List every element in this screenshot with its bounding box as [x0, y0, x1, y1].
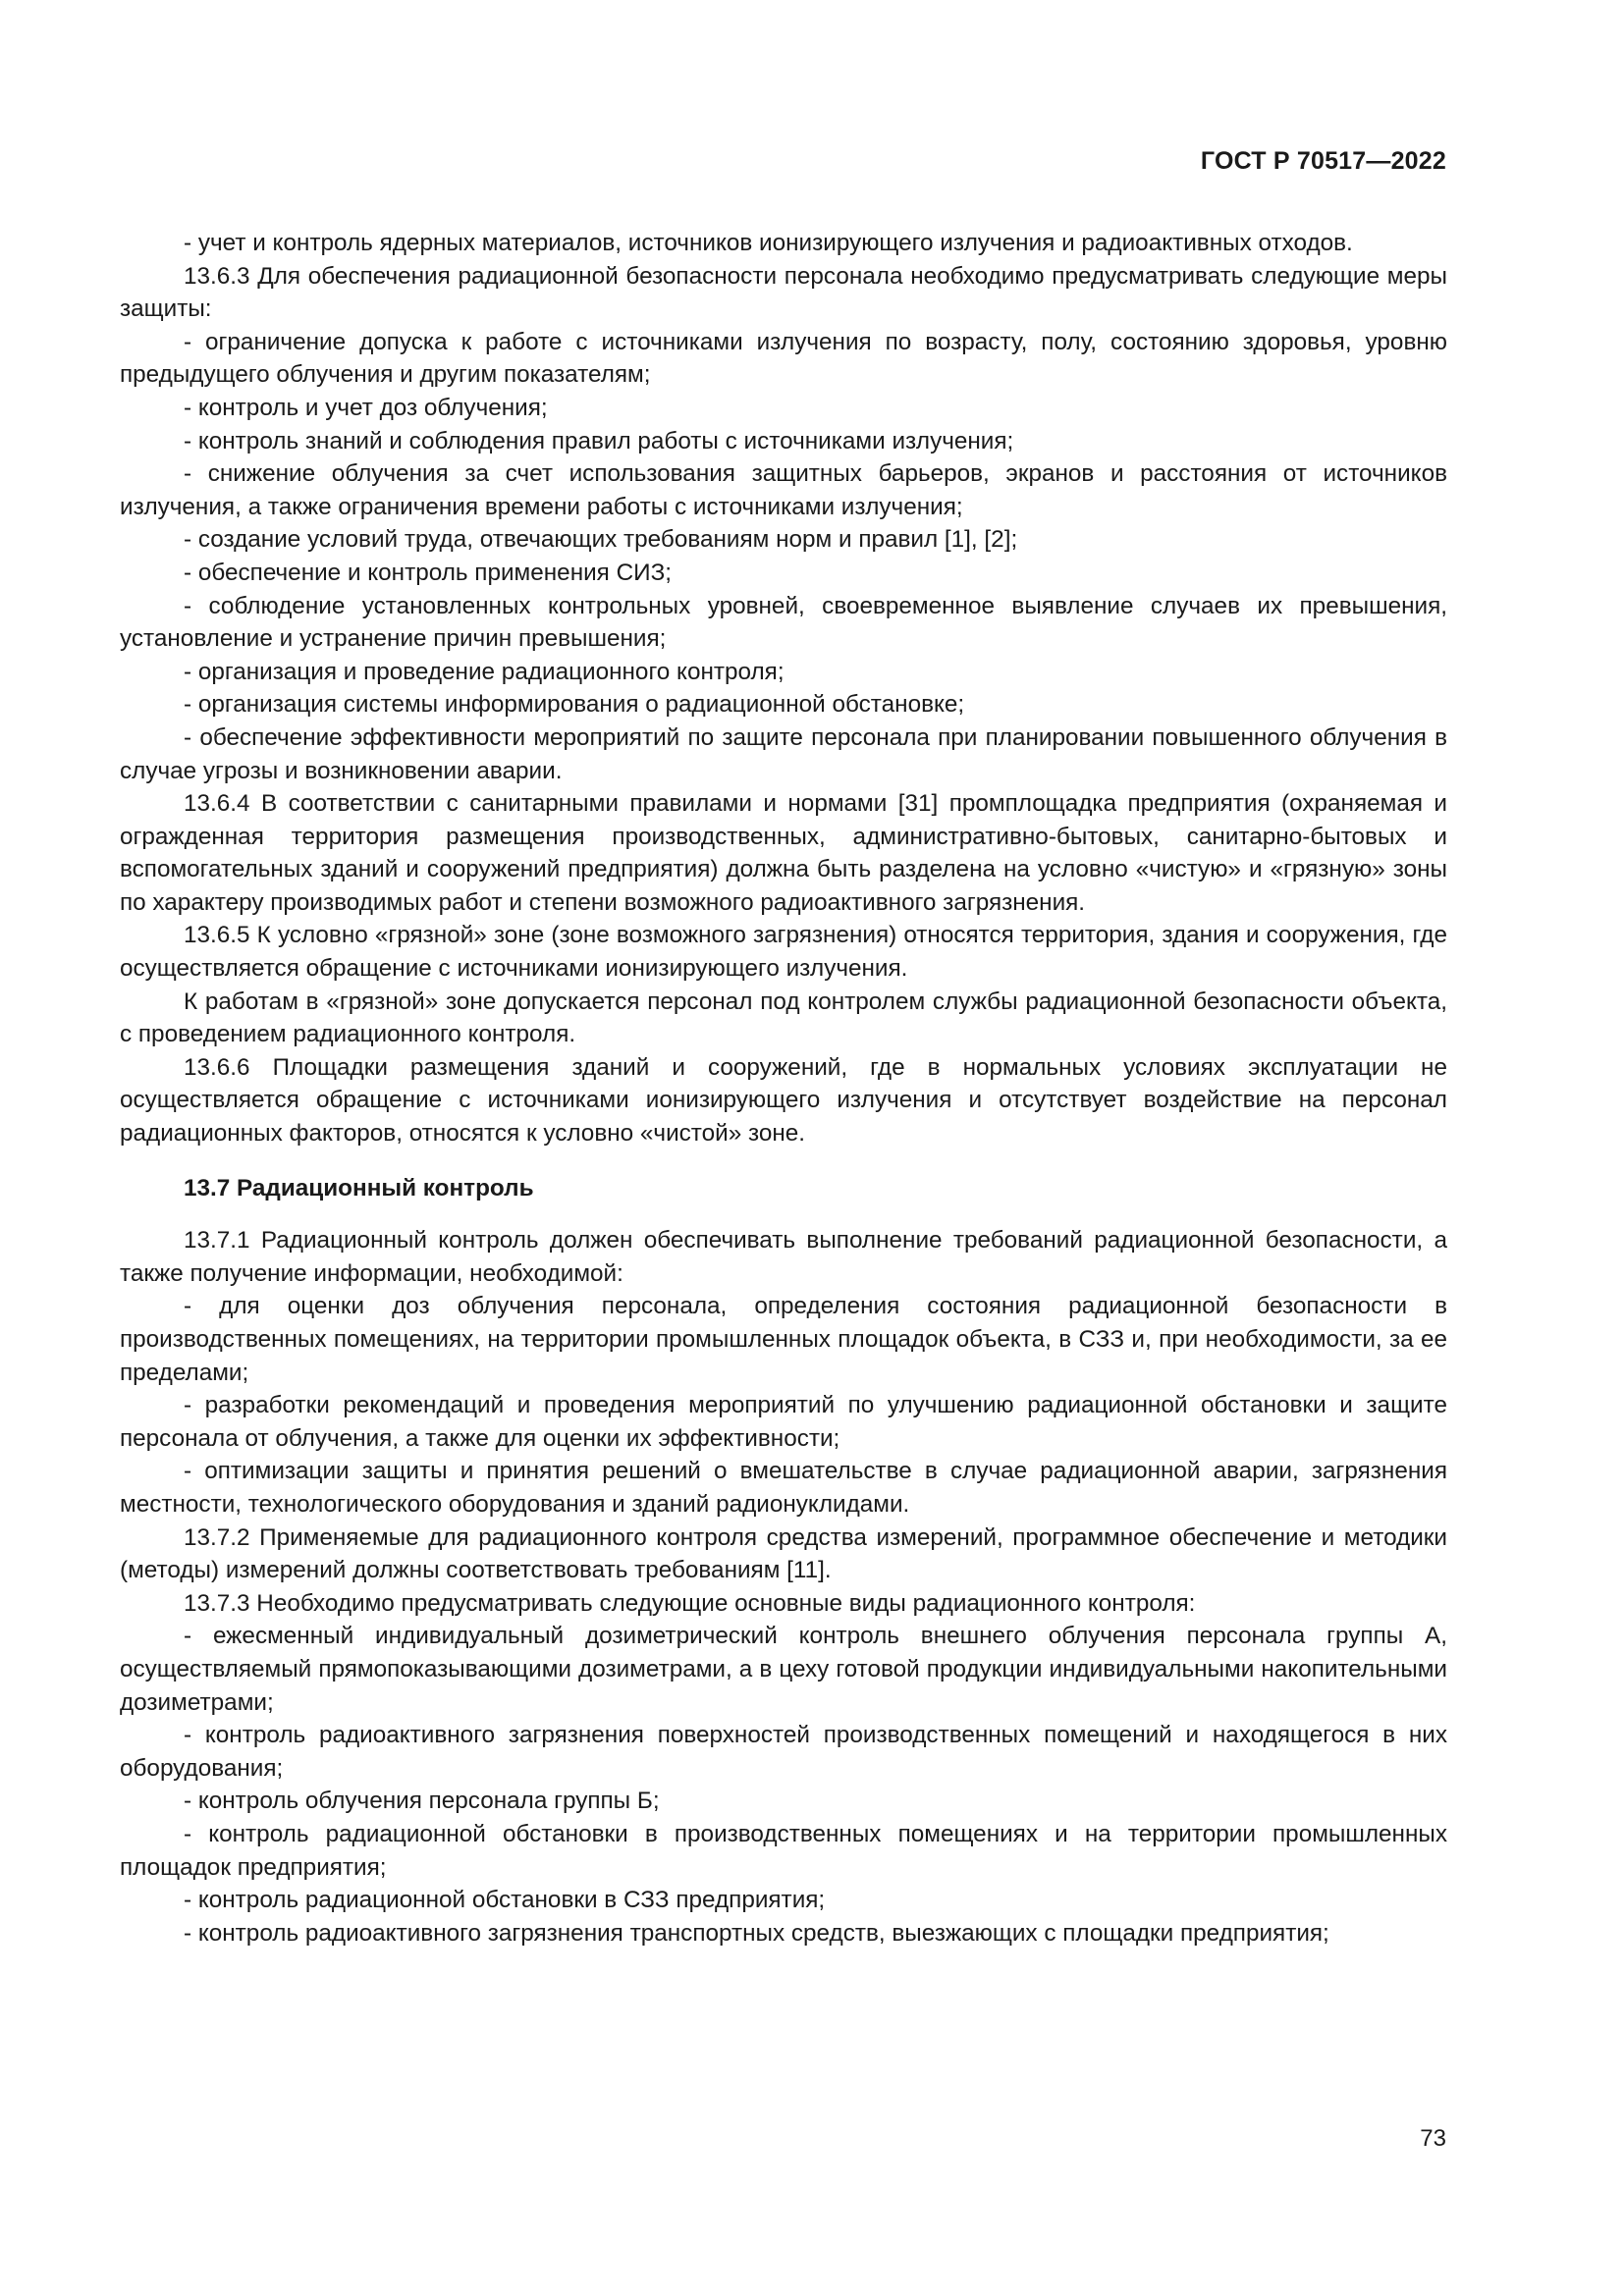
paragraph: - контроль и учет доз облучения;	[184, 394, 548, 421]
paragraph: - ограничение допуска к работе с источниками излучения по возрасту, полу, состоянию здоровья, уровню предыдущего облучения и другим показателям;	[120, 328, 1447, 389]
paragraph: - контроль облучения персонала группы Б;	[184, 1788, 660, 1815]
document-header: ГОСТ Р 70517—2022	[1200, 147, 1446, 175]
paragraph: 13.7.3 Необходимо предусматривать следующие основные виды радиационного контроля:	[184, 1589, 1196, 1617]
paragraph: - обеспечение эффективности мероприятий по защите персонала при планировании повышенного облучения в случае угрозы и возникновении аварии.	[120, 723, 1447, 784]
paragraph: - учет и контроль ядерных материалов, источников ионизирующего излучения и радиоактивных отходов.	[184, 230, 1353, 256]
paragraph: 13.7.1 Радиационный контроль должен обеспечивать выполнение требований радиационной безопасности, а также получение информации, необходимой:	[120, 1227, 1447, 1287]
paragraph: 13.6.3 Для обеспечения радиационной безопасности персонала необходимо предусматривать следующие меры защиты:	[120, 262, 1447, 323]
paragraph: 13.6.4 В соответствии с санитарными правилами и нормами [31] промплощадка предприятия (охраняемая и огражденная территория размещения производственных, административно-бытовых, санитарно-бытовых и вспомогательных зданий и сооружений предприятия) должна быть разделена на условно «чистую» и «грязную» зоны по характеру производимых работ и степени возможного радиоактивного загрязнения.	[120, 790, 1447, 916]
paragraph: - организация и проведение радиационного контроля;	[184, 658, 785, 685]
paragraph: - для оценки доз облучения персонала, определения состояния радиационной безопасности в производственных помещениях, на территории промышленных площадок объекта, в СЗЗ и, при необходимости, за ее пределами;	[120, 1293, 1447, 1386]
paragraph: - контроль радиоактивного загрязнения транспортных средств, выезжающих с площадки предприятия;	[184, 1919, 1329, 1947]
paragraph: 13.6.6 Площадки размещения зданий и сооружений, где в нормальных условиях эксплуатации не осуществляется обращение с источниками ионизирующего излучения и отсутствует воздействие на персонал радиационных факторов, относятся к условно «чистой» зоне.	[120, 1053, 1447, 1148]
page-number: 73	[1420, 2125, 1446, 2152]
paragraph: - создание условий труда, отвечающих требованиям норм и правил [1], [2];	[184, 526, 1018, 554]
paragraph: - ежесменный индивидуальный дозиметрический контроль внешнего облучения персонала группы А, осуществляемый прямопоказывающими дозиметрами, а в цеху готовой продукции индивидуальными накопительными дозиметрами;	[120, 1623, 1447, 1716]
paragraph: - контроль радиационной обстановки в СЗЗ предприятия;	[184, 1887, 826, 1914]
paragraph: К работам в «грязной» зоне допускается персонал под контролем службы радиационной безопасности объекта, с проведением радиационного контроля.	[120, 988, 1447, 1048]
paragraph: - организация системы информирования о радиационной обстановке;	[184, 691, 965, 719]
document-body	[120, 227, 1447, 1949]
paragraph: - разработки рекомендаций и проведения мероприятий по улучшению радиационной обстановки и защите персонала от облучения, а также для оценки их эффективности;	[120, 1392, 1447, 1452]
paragraph: - соблюдение установленных контрольных уровней, своевременное выявление случаев их превышения, установление и устранение причин превышения;	[120, 592, 1447, 653]
paragraph: - контроль радиоактивного загрязнения поверхностей производственных помещений и находящегося в них оборудования;	[120, 1722, 1447, 1782]
paragraph: 13.7.2 Применяемые для радиационного контроля средства измерений, программное обеспечение и методики (методы) измерений должны соответствовать требованиям [11].	[120, 1523, 1447, 1584]
paragraph: - обеспечение и контроль применения СИЗ;	[184, 559, 673, 586]
paragraph: - контроль знаний и соблюдения правил работы с источниками излучения;	[184, 427, 1014, 454]
paragraph: - контроль радиационной обстановки в производственных помещениях и на территории промышленных площадок предприятия;	[120, 1820, 1447, 1881]
paragraph: 13.6.5 К условно «грязной» зоне (зоне возможного загрязнения) относятся территория, здания и сооружения, где осуществляется обращение с источниками ионизирующего излучения.	[120, 922, 1447, 983]
section-heading: 13.7 Радиационный контроль	[184, 1174, 534, 1201]
paragraph: - оптимизации защиты и принятия решений о вмешательстве в случае радиационной аварии, загрязнения местности, технологического оборудования и зданий радионуклидами.	[120, 1458, 1447, 1518]
paragraph: - снижение облучения за счет использования защитных барьеров, экранов и расстояния от источников излучения, а также ограничения времени работы с источниками излучения;	[120, 460, 1447, 520]
